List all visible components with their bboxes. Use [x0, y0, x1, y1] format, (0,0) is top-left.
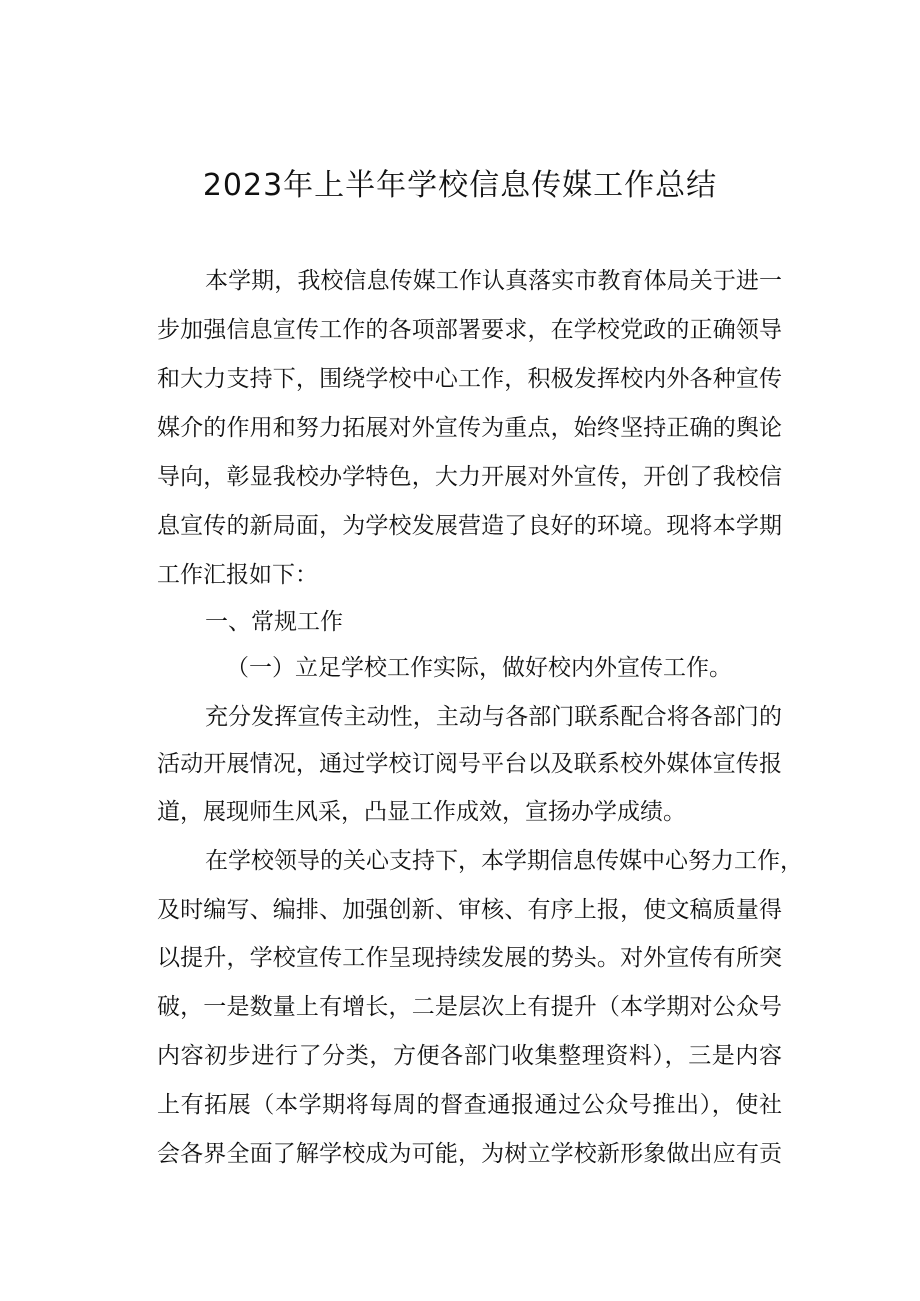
paragraph-1-line-3: 和大力支持下，围绕学校中心工作，积极发挥校内外各种宣传	[157, 366, 782, 392]
subsection-heading-1: （一）立足学校工作实际，做好校内外宣传工作。	[226, 655, 732, 681]
paragraph-1-line-1: 本学期，我校信息传媒工作认真落实市教育体局关于进一	[205, 268, 782, 294]
section-heading-1: 一、常规工作	[205, 609, 343, 635]
paragraph-3-line-3: 以提升，学校宣传工作呈现持续发展的势头。对外宣传有所突	[157, 945, 782, 971]
paragraph-3-line-6: 上有拓展（本学期将每周的督查通报通过公众号推出），使社	[157, 1092, 782, 1118]
paragraph-1-line-5: 导向，彰显我校办学特色，大力开展对外宣传，开创了我校信	[157, 464, 782, 490]
paragraph-2-line-3: 道，展现师生风采，凸显工作成效，宣扬办学成绩。	[157, 799, 686, 825]
document-title: 2023年上半年学校信息传媒工作总结	[202, 168, 718, 203]
paragraph-3-line-5: 内容初步进行了分类，方便各部门收集整理资料），三是内容	[157, 1043, 782, 1069]
paragraph-3-line-7: 会各界全面了解学校成为可能，为树立学校新形象做出应有贡	[157, 1141, 782, 1167]
paragraph-3-line-2: 及时编写、编排、加强创新、审核、有序上报，使文稿质量得	[157, 897, 782, 923]
paragraph-1-line-4: 媒介的作用和努力拓展对外宣传为重点，始终坚持正确的舆论	[157, 415, 782, 441]
paragraph-3-line-1: 在学校领导的关心支持下，本学期信息传媒中心努力工作，	[205, 848, 803, 874]
paragraph-1-line-6: 息宣传的新局面，为学校发展营造了良好的环境。现将本学期	[157, 513, 782, 539]
paragraph-2-line-1: 充分发挥宣传主动性，主动与各部门联系配合将各部门的	[205, 704, 782, 730]
paragraph-1-line-7: 工作汇报如下：	[157, 562, 318, 588]
paragraph-1-line-2: 步加强信息宣传工作的各项部署要求，在学校党政的正确领导	[157, 317, 782, 343]
paragraph-3-line-4: 破，一是数量上有增长，二是层次上有提升（本学期对公众号	[157, 994, 782, 1020]
paragraph-2-line-2: 活动开展情况，通过学校订阅号平台以及联系校外媒体宣传报	[157, 751, 782, 777]
